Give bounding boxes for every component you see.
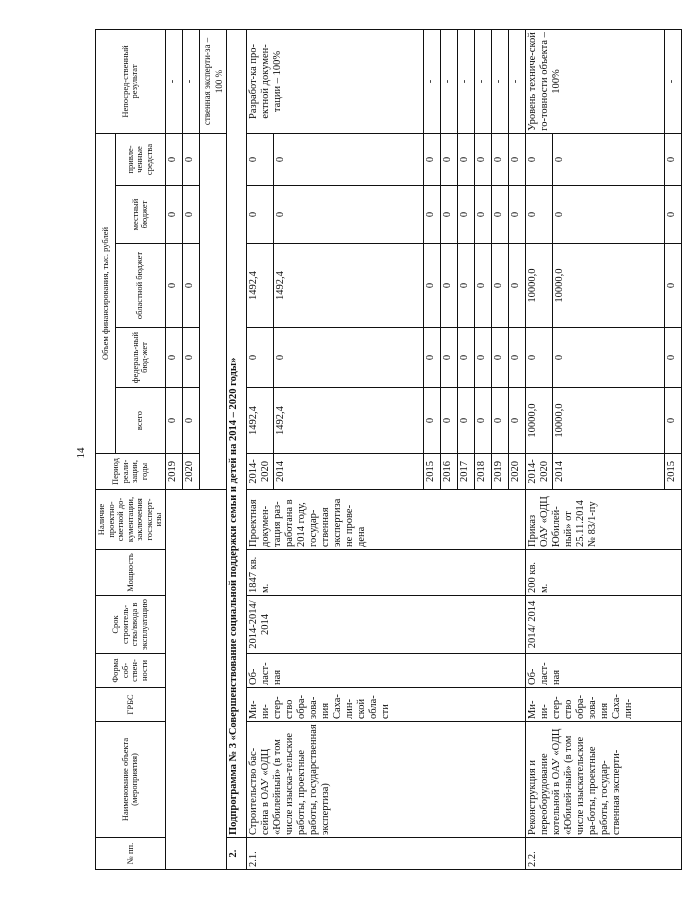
funding-total-cell: 0 [440, 388, 457, 454]
funding-regional-cell: 0 [423, 244, 440, 328]
funding-total-cell: 10000,0 [552, 388, 664, 454]
result-cell: Разработ-ка про-ектной докумен-тации – 100% [246, 29, 423, 133]
funding-federal-cell: 0 [491, 328, 508, 388]
object-docs-cell: Приказ ОАУ «ОДЦ Юбилей-ный» от 25.11.2014 № 83/1-пу [525, 490, 681, 550]
funding-local-cell: 0 [273, 186, 423, 244]
object-name-cell: Строительство бас-сейна в ОАУ «ОДЦ «Юбилейный» (в том числе изыска-тельские работы, проектные работы, государственная экспертиза) [246, 722, 525, 838]
funding-private-cell: 0 [182, 133, 199, 185]
object-row-2-1 [246, 29, 273, 869]
empty-cell [199, 133, 226, 489]
funding-federal-cell: 0 [664, 328, 681, 388]
header-capacity: Мощность [96, 550, 166, 596]
result-cell: Уровень техниче-ской го-товности объекта – 100% [525, 29, 664, 133]
period-year-cell: 2020 [182, 454, 199, 490]
period-year-cell: 2014-2020 [525, 454, 552, 490]
funding-federal-cell: 0 [165, 328, 182, 388]
funding-private-cell: 0 [474, 133, 491, 185]
object-capacity-cell: 200 кв. м. [525, 550, 681, 596]
header-docs: Наличие проектно-сметной до-кументации, заключения госэксперт-изы [96, 490, 166, 550]
funding-local-cell: 0 [165, 186, 182, 244]
funding-total-cell: 10000,0 [525, 388, 552, 454]
funding-federal-cell: 0 [423, 328, 440, 388]
funding-federal-cell: 0 [457, 328, 474, 388]
funding-local-cell: 0 [508, 186, 525, 244]
funding-local-cell: 0 [246, 186, 273, 244]
funding-total-cell: 0 [508, 388, 525, 454]
header-local: местный бюджет [115, 186, 165, 244]
object-term-cell: 2014/ 2014 [525, 596, 681, 654]
funding-total-cell: 1492,4 [246, 388, 273, 454]
result-cell: - [182, 29, 199, 133]
header-regional: областной бюджет [115, 244, 165, 328]
funding-regional-cell: 0 [182, 244, 199, 328]
funding-local-cell: 0 [440, 186, 457, 244]
funding-private-cell: 0 [525, 133, 552, 185]
object-form-cell: Об-ласт-ная [525, 654, 681, 688]
period-year-cell: 2015 [423, 454, 440, 490]
result-continuation-cell: ственная эксперти-за – 100 % [199, 29, 226, 133]
funding-federal-cell: 0 [508, 328, 525, 388]
section-row [226, 29, 246, 869]
funding-regional-cell: 0 [474, 244, 491, 328]
rotated-table-container [95, 30, 677, 870]
header-funding: Объем финансирования, тыс. рублей [96, 133, 116, 453]
header-period: Период реали-зации, годы [96, 454, 166, 490]
financing-table [95, 29, 682, 870]
header-private: привле-ченные средства [115, 133, 165, 185]
funding-total-cell: 0 [423, 388, 440, 454]
funding-regional-cell: 10000,0 [525, 244, 552, 328]
funding-regional-cell: 0 [491, 244, 508, 328]
result-cell: - [165, 29, 182, 133]
funding-private-cell: 0 [508, 133, 525, 185]
result-cell: - [457, 29, 474, 133]
funding-local-cell: 0 [664, 186, 681, 244]
funding-private-cell: 0 [457, 133, 474, 185]
funding-private-cell: 0 [246, 133, 273, 185]
period-year-cell: 2016 [440, 454, 457, 490]
funding-total-cell: 0 [182, 388, 199, 454]
funding-federal-cell: 0 [474, 328, 491, 388]
funding-federal-cell: 0 [246, 328, 273, 388]
funding-regional-cell: 0 [457, 244, 474, 328]
funding-regional-cell: 10000,0 [552, 244, 664, 328]
funding-regional-cell: 0 [508, 244, 525, 328]
funding-total-cell: 0 [664, 388, 681, 454]
result-cell: - [440, 29, 457, 133]
object-grbs-cell: Ми-ни-стер-ство обра-зова-ния Саха-лин- [525, 688, 681, 722]
period-year-cell: 2015 [664, 454, 681, 490]
page-number: 14 [75, 447, 87, 459]
result-cell: - [508, 29, 525, 133]
result-cell: - [423, 29, 440, 133]
funding-private-cell: 0 [165, 133, 182, 185]
funding-local-cell: 0 [182, 186, 199, 244]
funding-total-cell: 0 [491, 388, 508, 454]
period-year-cell: 2014 [552, 454, 664, 490]
funding-federal-cell: 0 [552, 328, 664, 388]
empty-cell [165, 490, 226, 870]
funding-local-cell: 0 [491, 186, 508, 244]
funding-total-cell: 0 [165, 388, 182, 454]
period-year-cell: 2014-2020 [246, 454, 273, 490]
funding-private-cell: 0 [552, 133, 664, 185]
period-year-cell: 2018 [474, 454, 491, 490]
object-term-cell: 2014-2014/ 2014 [246, 596, 525, 654]
funding-regional-cell: 1492,4 [246, 244, 273, 328]
funding-regional-cell: 0 [165, 244, 182, 328]
period-year-cell: 2019 [491, 454, 508, 490]
funding-private-cell: 0 [423, 133, 440, 185]
period-year-cell: 2014 [273, 454, 423, 490]
header-form: Форма соб-ствен-ности [96, 654, 166, 688]
funding-private-cell: 0 [273, 133, 423, 185]
header-name: Наименование объекта (мероприятия) [96, 722, 166, 838]
object-capacity-cell: 1847 кв. м. [246, 550, 525, 596]
funding-federal-cell: 0 [182, 328, 199, 388]
funding-local-cell: 0 [457, 186, 474, 244]
result-cell: - [474, 29, 491, 133]
funding-total-cell: 0 [457, 388, 474, 454]
period-year-cell: 2019 [165, 454, 182, 490]
funding-local-cell: 0 [552, 186, 664, 244]
funding-regional-cell: 1492,4 [273, 244, 423, 328]
funding-local-cell: 0 [474, 186, 491, 244]
object-grbs-cell: Ми-ни-стер-ство обра-зова-ния Саха-лин-ской обла-сти [246, 688, 525, 722]
result-cell: - [664, 29, 681, 133]
header-result: Непосред-ственный результат [96, 29, 166, 133]
funding-regional-cell: 0 [664, 244, 681, 328]
funding-private-cell: 0 [440, 133, 457, 185]
object-num-cell: 2.2. [525, 838, 681, 870]
funding-total-cell: 1492,4 [273, 388, 423, 454]
funding-local-cell: 0 [423, 186, 440, 244]
period-year-cell: 2017 [457, 454, 474, 490]
table-row [165, 29, 182, 869]
funding-private-cell: 0 [664, 133, 681, 185]
table-header [96, 29, 166, 869]
header-total: всего [115, 388, 165, 454]
header-num: № пп. [96, 838, 166, 870]
object-name-cell: Реконструкция и переоборудование котельной в ОАУ «ОДЦ «Юбилей-ный» (в том числе изыскательские ра-боты, проектные работы, государ-ственная эксперти- [525, 722, 681, 838]
funding-local-cell: 0 [525, 186, 552, 244]
header-grbs: ГРБС [96, 688, 166, 722]
funding-federal-cell: 0 [273, 328, 423, 388]
object-row-2-2 [525, 29, 552, 869]
funding-federal-cell: 0 [525, 328, 552, 388]
header-federal: федераль-ный бюд-жет [115, 328, 165, 388]
header-term: Срок строитель-ства/ввода в эксплуатацию [96, 596, 166, 654]
funding-total-cell: 0 [474, 388, 491, 454]
object-docs-cell: Проектная докумен-тация раз-работана в 2014 году, государ-ственная экспертиза не прове-дена [246, 490, 525, 550]
section-num-cell: 2. [226, 838, 246, 870]
section-title-cell: Подпрограмма № 3 «Совершенствование социальной поддержки семьи и детей на 2014 – 2020 годы» [226, 29, 246, 837]
result-cell: - [491, 29, 508, 133]
object-form-cell: Об-ласт-ная [246, 654, 525, 688]
funding-private-cell: 0 [491, 133, 508, 185]
funding-regional-cell: 0 [440, 244, 457, 328]
period-year-cell: 2020 [508, 454, 525, 490]
table-body [165, 29, 681, 869]
object-num-cell: 2.1. [246, 838, 525, 870]
funding-federal-cell: 0 [440, 328, 457, 388]
